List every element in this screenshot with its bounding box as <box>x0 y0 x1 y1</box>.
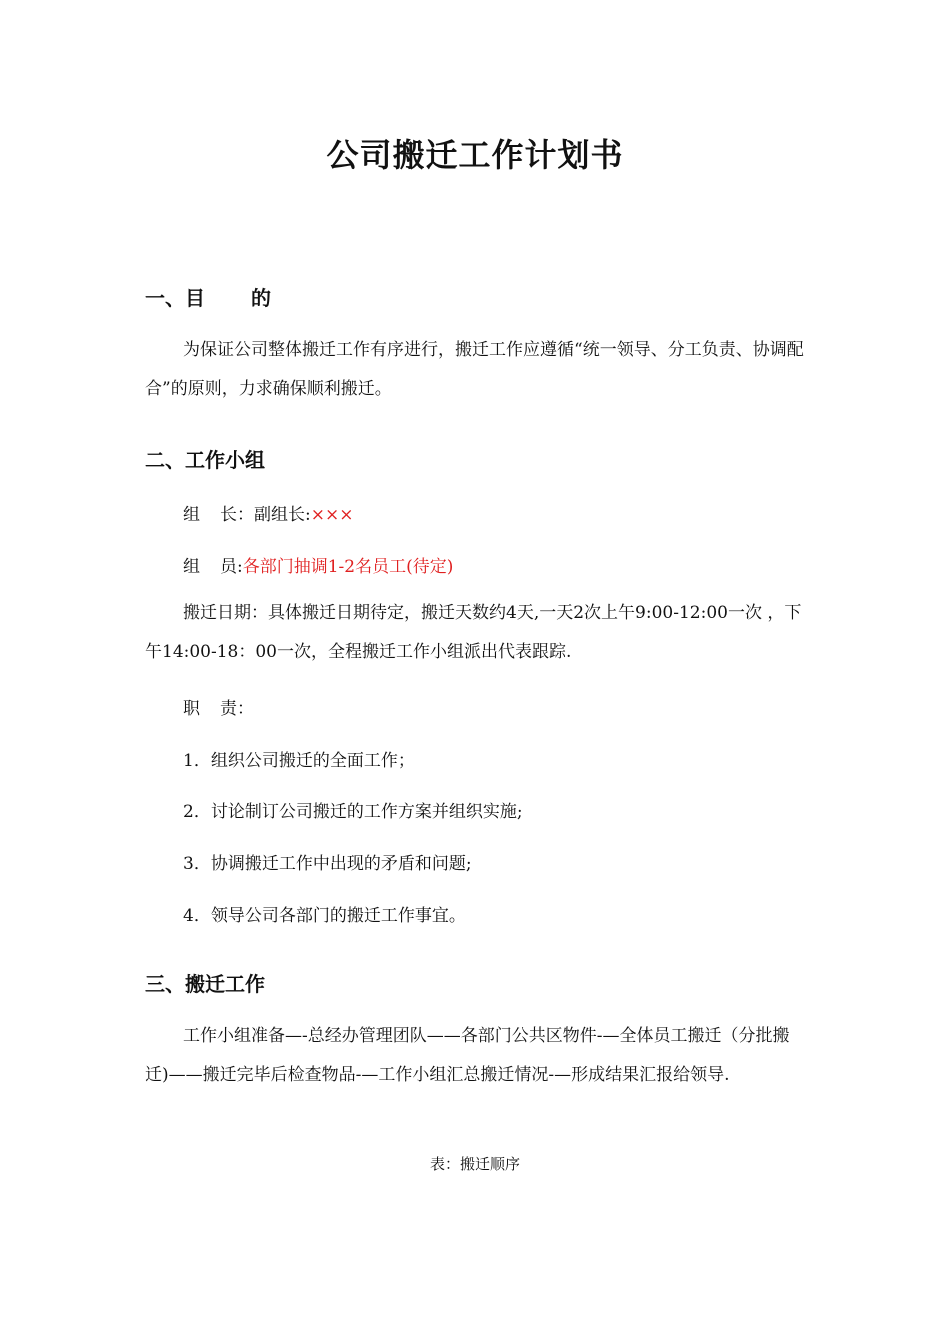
group-member-label: 组 <box>183 557 200 577</box>
purpose-paragraph: 为保证公司整体搬迁工作有序进行，搬迁工作应遵循“统一领导、分工负责、协调配合”的原则，力求确保顺利搬迁。 <box>145 340 804 399</box>
relocation-process-paragraph: 工作小组准备—-总经办管理团队——各部门公共区物件-—全体员工搬迁（分批搬迁)——搬迁完毕后检查物品-—工作小组汇总搬迁情况-—形成结果汇报给领导. <box>145 1026 790 1085</box>
section-heading-purpose-prefix: 一、目 <box>145 286 205 310</box>
section-heading-purpose-suffix: 的 <box>251 286 271 310</box>
group-leader-value: ××× <box>310 505 354 525</box>
duties-label-2: 责： <box>220 699 254 719</box>
section-heading-relocation-work: 三、搬迁工作 <box>145 972 265 996</box>
duty-item: 2．讨论制订公司搬迁的工作方案并组织实施; <box>183 802 523 822</box>
section-heading-working-group: 二、工作小组 <box>145 448 265 472</box>
duties-label: 职 <box>183 699 200 719</box>
duty-item: 1．组织公司搬迁的全面工作； <box>183 751 415 771</box>
duty-item: 4．领导公司各部门的搬迁工作事宜。 <box>183 906 466 926</box>
duties-label-line <box>183 694 254 719</box>
document-title: 公司搬迁工作计划书 <box>326 136 624 174</box>
table-caption: 表：搬迁顺序 <box>429 1155 520 1173</box>
group-leader-label: 组 <box>183 505 200 525</box>
duty-item: 3．协调搬迁工作中出现的矛盾和问题; <box>183 854 472 874</box>
group-member-label-2: 员: <box>220 557 243 577</box>
group-leader-line <box>183 500 353 525</box>
group-leader-label-2: 长：副组长: <box>220 505 311 525</box>
section-heading-purpose <box>145 282 271 311</box>
group-member-value: 各部门抽调1-2名员工(待定) <box>242 557 454 577</box>
group-member-line <box>183 552 453 577</box>
schedule-paragraph: 搬迁日期：具体搬迁日期待定，搬迁天数约4天,一天2次上午9:00-12:00一次 ，下午14:00-18：00一次，全程搬迁工作小组派出代表跟踪. <box>145 603 802 662</box>
